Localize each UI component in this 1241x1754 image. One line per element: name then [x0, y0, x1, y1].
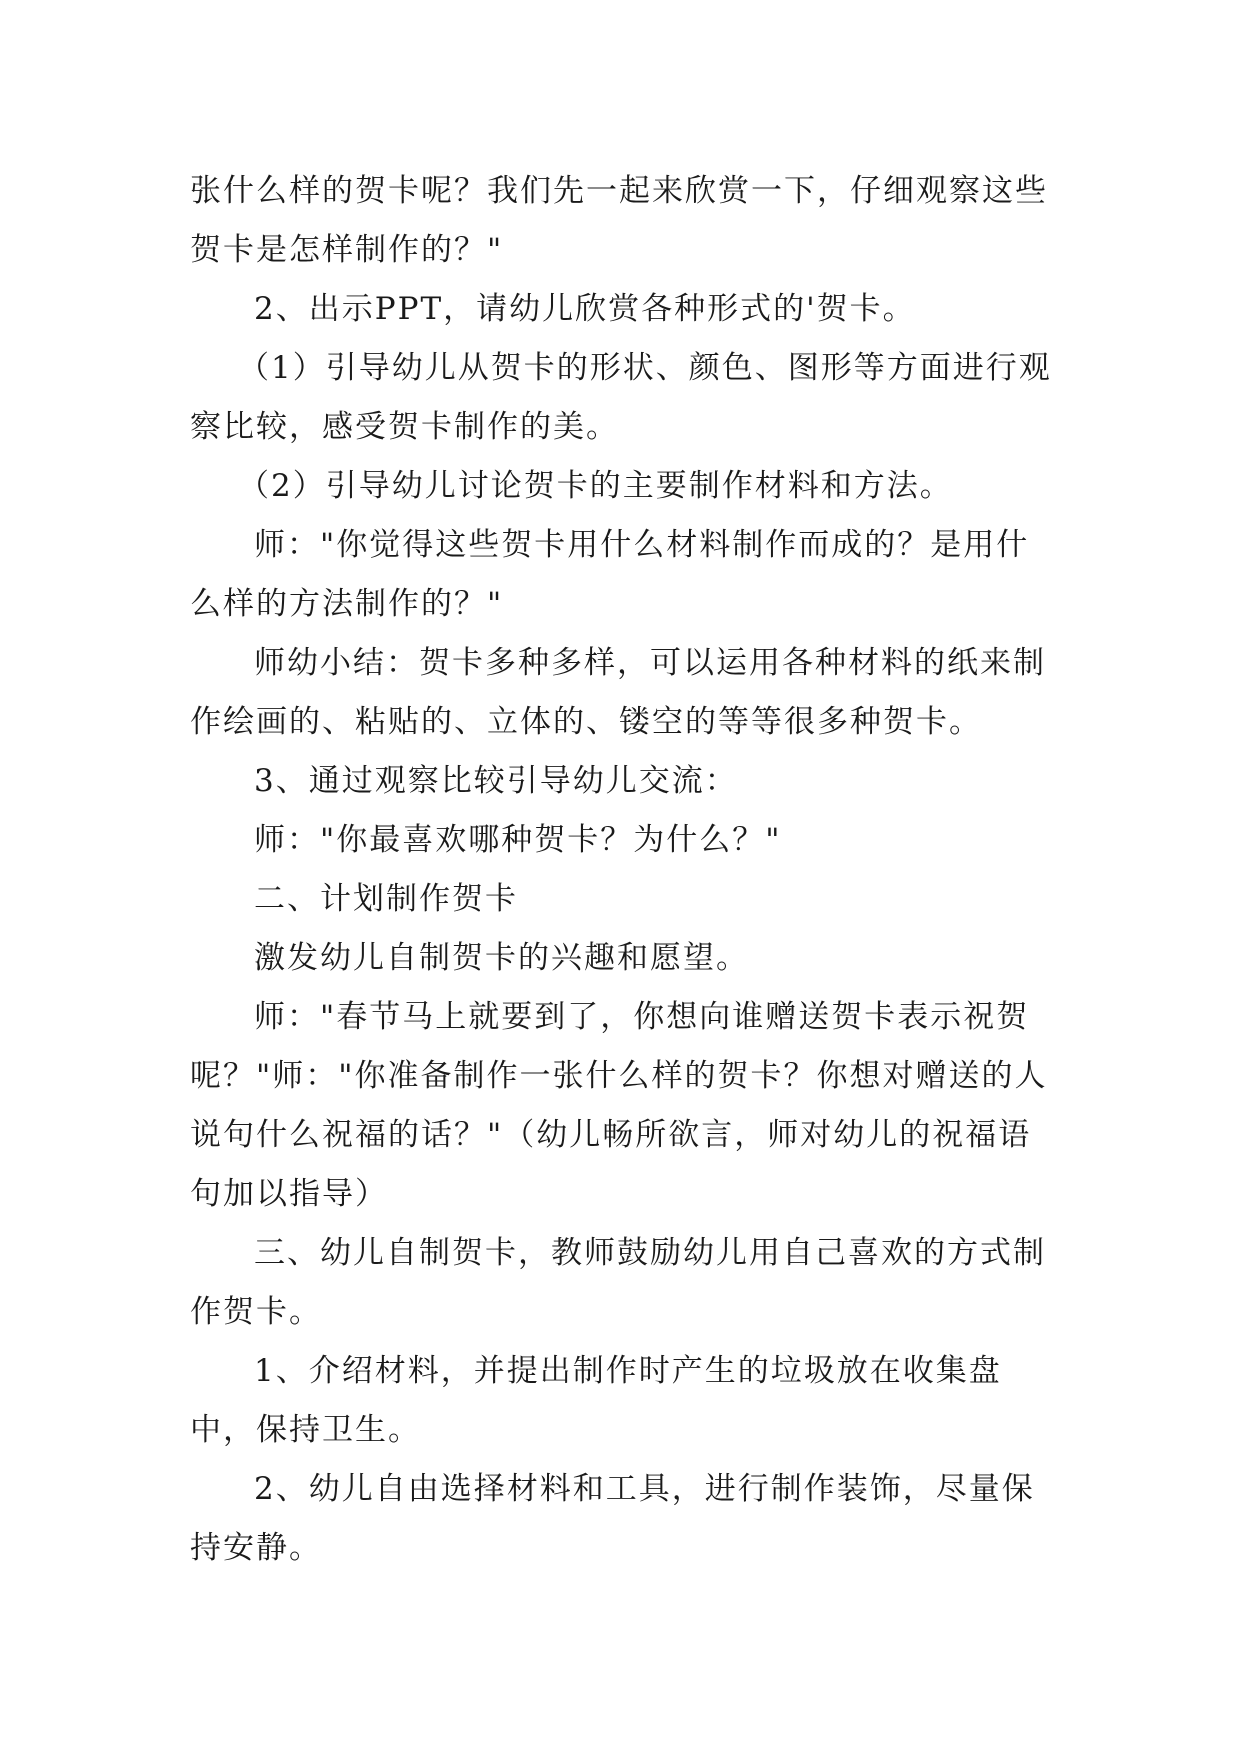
paragraph-7: 3、通过观察比较引导幼儿交流：	[254, 763, 738, 799]
paragraph-4: （2）引导幼儿讨论贺卡的主要制作材料和方法。	[238, 468, 953, 504]
paragraph-5: 师："你觉得这些贺卡用什么材料制作而成的？是用什么样的方法制作的？"	[190, 527, 1030, 622]
document-body	[190, 162, 1060, 1578]
paragraph-9: 二、计划制作贺卡	[254, 881, 518, 917]
paragraph-10: 激发幼儿自制贺卡的兴趣和愿望。	[254, 940, 749, 976]
paragraph-3: （1）引导幼儿从贺卡的形状、颜色、图形等方面进行观察比较，感受贺卡制作的美。	[190, 350, 1052, 445]
paragraph-13: 1、介绍材料，并提出制作时产生的垃圾放在收集盘中，保持卫生。	[190, 1353, 1002, 1448]
paragraph-11: 师："春节马上就要到了，你想向谁赠送贺卡表示祝贺呢？"师："你准备制作一张什么样的贺卡？你想对赠送的人说句什么祝福的话？"（幼儿畅所欲言，师对幼儿的祝福语句加以指导）	[190, 999, 1048, 1212]
paragraph-2: 2、出示PPT，请幼儿欣赏各种形式的'贺卡。	[254, 291, 916, 327]
paragraph-1: 张什么样的贺卡呢？我们先一起来欣赏一下，仔细观察这些贺卡是怎样制作的？"	[190, 173, 1048, 268]
paragraph-14: 2、幼儿自由选择材料和工具，进行制作装饰，尽量保持安静。	[190, 1471, 1035, 1566]
paragraph-8: 师："你最喜欢哪种贺卡？为什么？"	[254, 822, 782, 858]
paragraph-12: 三、幼儿自制贺卡，教师鼓励幼儿用自己喜欢的方式制作贺卡。	[190, 1235, 1046, 1330]
paragraph-6: 师幼小结：贺卡多种多样，可以运用各种材料的纸来制作绘画的、粘贴的、立体的、镂空的等等很多种贺卡。	[190, 645, 1046, 740]
